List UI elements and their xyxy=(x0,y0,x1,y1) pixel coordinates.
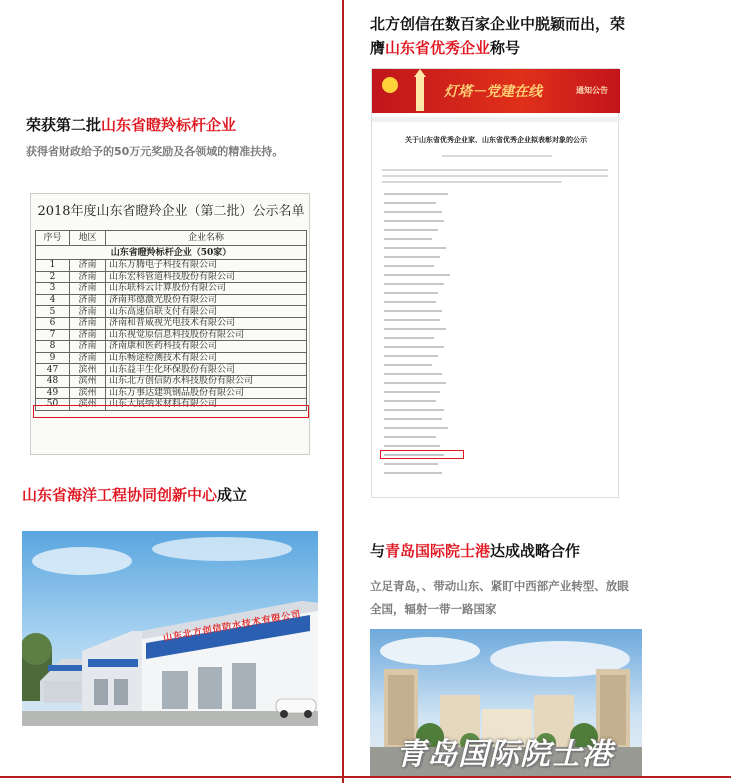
row-company: 山东大展纳米材料有限公司 xyxy=(106,399,307,411)
academician-port-heading xyxy=(370,540,580,562)
row-number: 48 xyxy=(36,375,70,387)
notice-site-name: 灯塔－党建在线 xyxy=(444,84,542,100)
row-number: 8 xyxy=(36,341,70,353)
notice-text-line xyxy=(384,418,442,420)
notice-text-line xyxy=(384,310,442,312)
table-row xyxy=(36,387,307,399)
notice-banner xyxy=(372,69,620,113)
row-region: 济南 xyxy=(70,260,106,272)
notice-text-line xyxy=(384,337,434,339)
excellent-enterprise-heading-line2 xyxy=(370,37,625,59)
row-region: 济南 xyxy=(70,352,106,364)
academician-subtext-line1: 立足青岛，、带动山东、紧盯中西部产业转型、放眼 xyxy=(370,579,629,593)
table-section-row xyxy=(36,246,307,260)
notice-text-line xyxy=(384,292,438,294)
notice-text-line xyxy=(382,175,608,177)
row-company: 山东高速信联支付有限公司 xyxy=(106,306,307,318)
academician-subtext-line2: 全国，辐射一带一路国家 xyxy=(370,602,497,616)
academician-heading-highlight: 青岛国际院士港 xyxy=(385,542,491,560)
notice-text-line xyxy=(384,283,444,285)
excellent-enterprise-heading-highlight: 山东省优秀企业 xyxy=(385,39,491,57)
notice-nav-bar xyxy=(372,117,620,122)
row-number: 6 xyxy=(36,317,70,329)
row-region: 济南 xyxy=(70,317,106,329)
academician-heading-suffix: 达成战略合作 xyxy=(490,542,581,560)
notice-text-line xyxy=(384,472,442,474)
table-row xyxy=(36,283,307,295)
bottom-divider xyxy=(0,776,731,778)
notice-title: 关于山东省优秀企业家、山东省优秀企业拟表彰对象的公示 xyxy=(405,136,587,144)
row-region: 滨州 xyxy=(70,387,106,399)
factory-sign-text: 山东北方创信防水技术有限公司 xyxy=(162,609,303,644)
notice-image xyxy=(371,68,619,498)
notice-text-line xyxy=(384,427,448,429)
table-row xyxy=(36,364,307,376)
notice-text-line xyxy=(384,391,440,393)
table-row xyxy=(36,375,307,387)
notice-text-line xyxy=(384,274,450,276)
row-company: 山东万腾电子科技有限公司 xyxy=(106,260,307,272)
marine-center-heading-highlight: 山东省海洋工程协同创新中心 xyxy=(22,486,218,504)
heading-suffix: 称号 xyxy=(490,39,521,57)
notice-text-line xyxy=(384,211,442,213)
gazelle-heading-prefix: 荣获第二批 xyxy=(26,116,102,134)
table-row xyxy=(36,329,307,341)
row-number: 5 xyxy=(36,306,70,318)
row-region: 滨州 xyxy=(70,375,106,387)
row-region: 济南 xyxy=(70,306,106,318)
party-emblem-icon xyxy=(376,69,436,113)
notice-text-line xyxy=(384,247,446,249)
row-number: 49 xyxy=(36,387,70,399)
row-number: 7 xyxy=(36,329,70,341)
campus-photo-text: 青岛国际院士港 xyxy=(396,737,613,772)
gazelle-heading xyxy=(26,114,236,136)
row-region: 济南 xyxy=(70,329,106,341)
notice-text-line xyxy=(384,328,446,330)
vertical-divider xyxy=(342,0,344,783)
row-region: 济南 xyxy=(70,283,106,295)
table-row xyxy=(36,317,307,329)
table-row xyxy=(36,294,307,306)
row-company: 山东宏科管道科技股份有限公司 xyxy=(106,271,307,283)
row-number: 2 xyxy=(36,271,70,283)
table-header-row xyxy=(36,231,307,246)
table-row xyxy=(36,352,307,364)
notice-text-line xyxy=(384,436,436,438)
campus-photo xyxy=(370,629,642,776)
notice-text-line xyxy=(384,355,438,357)
notice-text-line xyxy=(384,238,432,240)
row-number: 1 xyxy=(36,260,70,272)
notice-text-line xyxy=(384,373,442,375)
notice-text-line xyxy=(384,229,438,231)
column-header: 地区 xyxy=(70,231,106,246)
notice-text-line xyxy=(382,169,608,171)
notice-text-line xyxy=(384,409,444,411)
notice-text-line xyxy=(384,364,432,366)
row-number: 47 xyxy=(36,364,70,376)
notice-label: 通知公告 xyxy=(576,86,608,95)
academician-subtext xyxy=(370,576,629,619)
notice-text-line xyxy=(384,256,440,258)
gazelle-list-table xyxy=(35,230,307,411)
notice-text-line xyxy=(442,155,552,157)
heading-prefix: 膺 xyxy=(370,39,386,57)
row-number: 3 xyxy=(36,283,70,295)
notice-highlight-box xyxy=(380,450,464,459)
row-region: 滨州 xyxy=(70,399,106,411)
row-company: 济南邦德激光股份有限公司 xyxy=(106,294,307,306)
notice-text-line xyxy=(384,220,444,222)
notice-text-line xyxy=(384,346,444,348)
table-section-label: 山东省瞪羚标杆企业（50家） xyxy=(36,246,307,260)
gazelle-heading-highlight: 山东省瞪羚标杆企业 xyxy=(101,116,237,134)
row-region: 滨州 xyxy=(70,364,106,376)
notice-text-line xyxy=(384,382,446,384)
notice-text-line xyxy=(384,463,438,465)
notice-text-line xyxy=(384,202,436,204)
row-company: 山东北方创信防水科技股份有限公司 xyxy=(106,375,307,387)
row-company: 山东联科云计算股份有限公司 xyxy=(106,283,307,295)
row-company: 山东益丰生化环保股份有限公司 xyxy=(106,364,307,376)
row-company: 山东万事达建筑钢品股份有限公司 xyxy=(106,387,307,399)
row-company: 济南康和医药科技有限公司 xyxy=(106,341,307,353)
highlight-box xyxy=(33,405,309,418)
row-region: 济南 xyxy=(70,271,106,283)
excellent-enterprise-heading xyxy=(370,13,625,59)
table-row xyxy=(36,271,307,283)
row-number: 9 xyxy=(36,352,70,364)
factory-photo xyxy=(22,531,318,726)
marine-center-heading xyxy=(22,484,247,506)
table-row xyxy=(36,260,307,272)
column-header: 企业名称 xyxy=(106,231,307,246)
gazelle-subtext: 获得省财政给予的50万元奖励及各领域的精准扶持。 xyxy=(26,145,284,158)
table-row xyxy=(36,306,307,318)
gazelle-list-title: 2018年度山东省瞪羚企业（第二批）公示名单 xyxy=(37,204,305,219)
marine-center-heading-suffix: 成立 xyxy=(217,486,248,504)
table-row xyxy=(36,341,307,353)
notice-text-line xyxy=(384,400,436,402)
row-region: 济南 xyxy=(70,294,106,306)
notice-text-line xyxy=(384,193,448,195)
row-company: 山东视觉原信息科技股份有限公司 xyxy=(106,329,307,341)
row-region: 济南 xyxy=(70,341,106,353)
notice-text-line xyxy=(382,181,562,183)
column-header: 序号 xyxy=(36,231,70,246)
notice-text-line xyxy=(384,301,436,303)
notice-text-line xyxy=(384,445,440,447)
row-number: 4 xyxy=(36,294,70,306)
row-company: 山东畅途检测技术有限公司 xyxy=(106,352,307,364)
academician-heading-prefix: 与 xyxy=(370,542,386,560)
excellent-enterprise-heading-line1: 北方创信在数百家企业中脱颖而出，荣 xyxy=(370,15,626,33)
row-company: 济南和普威视光电技术有限公司 xyxy=(106,317,307,329)
notice-text-line xyxy=(384,265,434,267)
row-number: 50 xyxy=(36,399,70,411)
notice-text-line xyxy=(384,319,440,321)
